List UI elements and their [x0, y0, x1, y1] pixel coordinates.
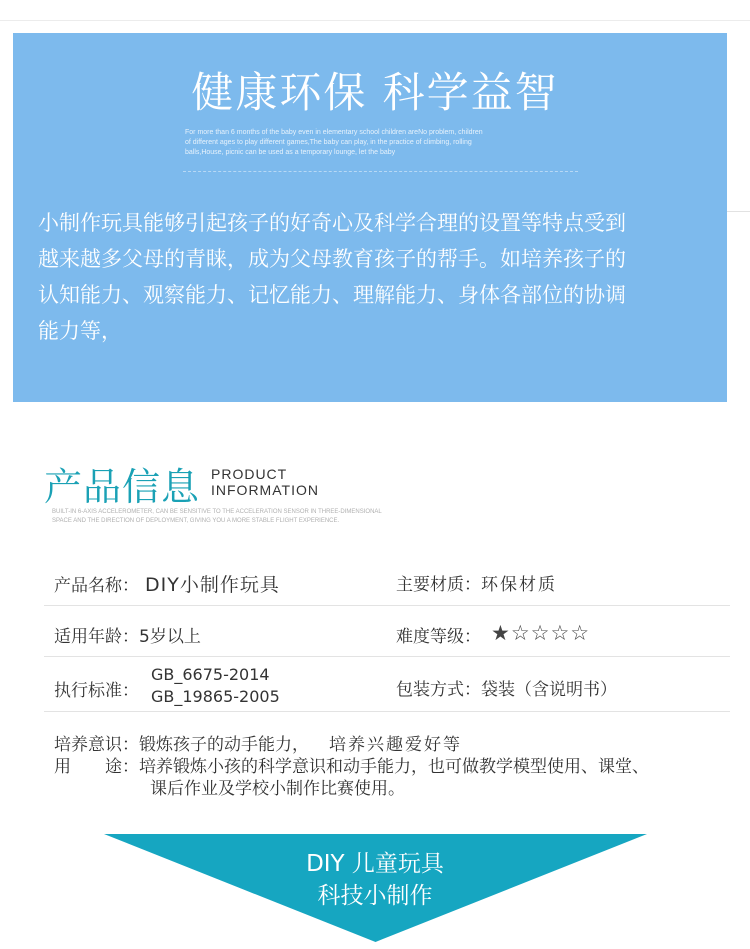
hero-title: 健康环保 科学益智 [191, 68, 559, 117]
hero-english-subtitle: For more than 6 months of the baby even in elementary school children areNo problem, children of different ages to play different games,The baby can play, in the practice of climbing, rolling balls,House, picnic can be used as a temporary lounge, let the baby [185, 129, 483, 156]
hero-description-line: 认知能力、观察能力、记忆能力、理解能力、身体各部位的协调 [38, 283, 626, 307]
row-divider [44, 656, 730, 657]
spec-label: 主要材质： [396, 575, 481, 595]
row-divider [44, 605, 730, 606]
section-title: 产品信息 [44, 465, 201, 509]
difficulty-rating [491, 621, 590, 645]
star-filled-icon: ★ [491, 621, 511, 645]
spec-label: 产品名称： [54, 576, 139, 596]
spec-name [54, 570, 280, 597]
spec-package [396, 675, 617, 700]
spec-label: 适用年龄： [54, 627, 139, 647]
spec-standard-2: GB_19865-2005 [151, 687, 280, 706]
hero-description [38, 205, 718, 349]
banner-line-1: DIY 儿童玩具 [306, 851, 444, 877]
hero-description-line: 小制作玩具能够引起孩子的好奇心及科学合理的设置等特点受到 [38, 211, 626, 235]
spec-label: 用 途： [54, 757, 139, 777]
spec-standard-label [54, 676, 139, 701]
section-english-note: BUILT-IN 6-AXIS ACCELEROMETER, CAN BE SENSITIVE TO THE ACCELERATION SENSOR IN THREE-DIMENSIONAL SPACE AND THE DIRECTION OF DEPLOYMENT, GIVING YOU A MORE STABLE FLIGHT EXPERIENCE. [52, 509, 382, 524]
top-divider [0, 20, 750, 21]
hero-dashed-divider [183, 171, 578, 172]
spec-standard-1: GB_6675-2014 [151, 665, 270, 684]
star-empty-icon: ☆☆☆☆ [510, 621, 591, 645]
spec-value: 锻炼孩子的动手能力， [139, 735, 309, 755]
spec-difficulty [396, 622, 481, 647]
section-title-en-1: PRODUCT [211, 466, 288, 482]
spec-value: 袋装（含说明书） [481, 680, 617, 700]
hero-description-line: 能力等， [38, 319, 122, 343]
spec-usage-continued: 课后作业及学校小制作比赛使用。 [150, 779, 405, 799]
banner-line-2: 科技小制作 [317, 883, 433, 909]
spec-value: DIY小制作玩具 [145, 574, 280, 596]
spec-age [54, 622, 201, 647]
spec-material [396, 570, 557, 595]
spec-value: 5岁以上 [139, 627, 201, 647]
spec-value: 培养锻炼小孩的科学意识和动手能力，也可做教学模型使用、课堂、 [139, 757, 649, 777]
side-divider [727, 211, 750, 212]
spec-value: 培养兴趣爱好等 [329, 735, 462, 755]
spec-label: 培养意识： [54, 735, 139, 755]
section-title-en-2: INFORMATION [211, 482, 319, 498]
spec-label: 执行标准： [54, 681, 139, 701]
row-divider [44, 711, 730, 712]
spec-value: 环保材质 [481, 575, 557, 595]
spec-label: 难度等级： [396, 627, 481, 647]
spec-label: 包装方式： [396, 680, 481, 700]
hero-description-line: 越来越多父母的青睐，成为父母教育孩子的帮手。如培养孩子的 [38, 247, 626, 271]
